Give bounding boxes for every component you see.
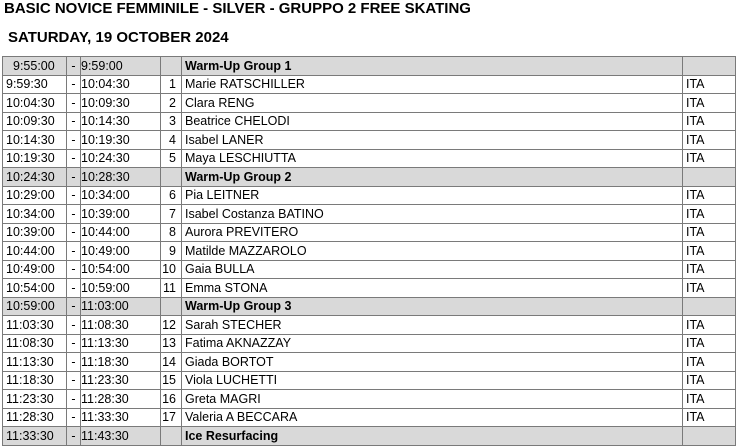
start-time: 10:04:30	[3, 94, 67, 113]
skater-name: Viola LUCHETTI	[182, 371, 683, 390]
time-separator: -	[67, 279, 81, 298]
start-time: 11:18:30	[3, 371, 67, 390]
end-time: 11:08:30	[81, 316, 161, 335]
schedule-body	[3, 57, 736, 446]
start-number: 16	[161, 390, 182, 409]
schedule-date: SATURDAY, 19 OCTOBER 2024	[8, 29, 229, 46]
start-number: 9	[161, 242, 182, 261]
skater-name: Gaia BULLA	[182, 260, 683, 279]
time-separator: -	[67, 168, 81, 187]
nation: ITA	[683, 353, 736, 372]
table-row	[3, 316, 736, 335]
start-number: 7	[161, 205, 182, 224]
start-number: 8	[161, 223, 182, 242]
start-number	[161, 57, 182, 76]
start-time: 11:23:30	[3, 390, 67, 409]
group-label: Warm-Up Group 1	[182, 57, 683, 76]
start-time: 9:55:00	[3, 57, 67, 76]
start-number: 1	[161, 75, 182, 94]
table-row	[3, 353, 736, 372]
start-time: 10:39:00	[3, 223, 67, 242]
table-row	[3, 260, 736, 279]
start-time: 9:59:30	[3, 75, 67, 94]
time-separator: -	[67, 427, 81, 446]
start-number	[161, 297, 182, 316]
time-separator: -	[67, 334, 81, 353]
group-label: Warm-Up Group 2	[182, 168, 683, 187]
end-time: 10:59:00	[81, 279, 161, 298]
start-number: 11	[161, 279, 182, 298]
skater-name: Greta MAGRI	[182, 390, 683, 409]
time-separator: -	[67, 260, 81, 279]
start-number	[161, 168, 182, 187]
nation: ITA	[683, 279, 736, 298]
start-number: 3	[161, 112, 182, 131]
nation: ITA	[683, 149, 736, 168]
end-time: 10:28:30	[81, 168, 161, 187]
schedule-table	[2, 56, 736, 446]
end-time: 10:49:00	[81, 242, 161, 261]
end-time: 11:33:30	[81, 408, 161, 427]
time-separator: -	[67, 297, 81, 316]
nation: ITA	[683, 316, 736, 335]
start-number: 13	[161, 334, 182, 353]
end-time: 10:14:30	[81, 112, 161, 131]
end-time: 11:03:00	[81, 297, 161, 316]
start-time: 11:13:30	[3, 353, 67, 372]
skater-name: Giada BORTOT	[182, 353, 683, 372]
group-row	[3, 427, 736, 446]
end-time: 9:59:00	[81, 57, 161, 76]
start-time: 11:33:30	[3, 427, 67, 446]
start-time: 11:28:30	[3, 408, 67, 427]
start-number: 2	[161, 94, 182, 113]
end-time: 10:24:30	[81, 149, 161, 168]
time-separator: -	[67, 242, 81, 261]
skater-name: Isabel LANER	[182, 131, 683, 150]
table-row	[3, 334, 736, 353]
time-separator: -	[67, 316, 81, 335]
end-time: 11:13:30	[81, 334, 161, 353]
nation: ITA	[683, 186, 736, 205]
table-row	[3, 149, 736, 168]
table-row	[3, 242, 736, 261]
end-time: 10:09:30	[81, 94, 161, 113]
end-time: 10:04:30	[81, 75, 161, 94]
start-number: 6	[161, 186, 182, 205]
end-time: 11:43:30	[81, 427, 161, 446]
nation: ITA	[683, 390, 736, 409]
time-separator: -	[67, 408, 81, 427]
group-label: Ice Resurfacing	[182, 427, 683, 446]
time-separator: -	[67, 205, 81, 224]
nation	[683, 57, 736, 76]
end-time: 11:23:30	[81, 371, 161, 390]
table-row	[3, 205, 736, 224]
table-row	[3, 279, 736, 298]
nation: ITA	[683, 242, 736, 261]
start-time: 10:29:00	[3, 186, 67, 205]
start-time: 10:54:00	[3, 279, 67, 298]
start-time: 11:03:30	[3, 316, 67, 335]
start-time: 11:08:30	[3, 334, 67, 353]
table-row	[3, 186, 736, 205]
time-separator: -	[67, 94, 81, 113]
end-time: 10:39:00	[81, 205, 161, 224]
skater-name: Fatima AKNAZZAY	[182, 334, 683, 353]
nation: ITA	[683, 223, 736, 242]
nation: ITA	[683, 260, 736, 279]
end-time: 11:28:30	[81, 390, 161, 409]
start-time: 10:49:00	[3, 260, 67, 279]
skater-name: Isabel Costanza BATINO	[182, 205, 683, 224]
start-time: 10:59:00	[3, 297, 67, 316]
nation	[683, 168, 736, 187]
start-number: 15	[161, 371, 182, 390]
start-number: 4	[161, 131, 182, 150]
start-time: 10:14:30	[3, 131, 67, 150]
time-separator: -	[67, 371, 81, 390]
skater-name: Sarah STECHER	[182, 316, 683, 335]
start-time: 10:34:00	[3, 205, 67, 224]
nation: ITA	[683, 112, 736, 131]
nation: ITA	[683, 75, 736, 94]
time-separator: -	[67, 223, 81, 242]
table-row	[3, 131, 736, 150]
start-number: 17	[161, 408, 182, 427]
time-separator: -	[67, 353, 81, 372]
table-row	[3, 390, 736, 409]
end-time: 10:54:00	[81, 260, 161, 279]
start-number: 5	[161, 149, 182, 168]
skater-name: Beatrice CHELODI	[182, 112, 683, 131]
group-row	[3, 57, 736, 76]
time-separator: -	[67, 75, 81, 94]
skater-name: Maya LESCHIUTTA	[182, 149, 683, 168]
start-time: 10:24:30	[3, 168, 67, 187]
end-time: 10:44:00	[81, 223, 161, 242]
start-time: 10:09:30	[3, 112, 67, 131]
group-row	[3, 297, 736, 316]
start-number: 14	[161, 353, 182, 372]
group-label: Warm-Up Group 3	[182, 297, 683, 316]
nation	[683, 297, 736, 316]
nation: ITA	[683, 131, 736, 150]
nation: ITA	[683, 334, 736, 353]
table-row	[3, 408, 736, 427]
skater-name: Marie RATSCHILLER	[182, 75, 683, 94]
schedule-title: BASIC NOVICE FEMMINILE - SILVER - GRUPPO 2 FREE SKATING	[4, 0, 471, 17]
time-separator: -	[67, 186, 81, 205]
table-row	[3, 75, 736, 94]
nation: ITA	[683, 371, 736, 390]
table-row	[3, 94, 736, 113]
time-separator: -	[67, 57, 81, 76]
time-separator: -	[67, 131, 81, 150]
skater-name: Clara RENG	[182, 94, 683, 113]
table-row	[3, 112, 736, 131]
time-separator: -	[67, 390, 81, 409]
skater-name: Emma STONA	[182, 279, 683, 298]
skater-name: Aurora PREVITERO	[182, 223, 683, 242]
skater-name: Pia LEITNER	[182, 186, 683, 205]
table-row	[3, 371, 736, 390]
time-separator: -	[67, 112, 81, 131]
nation: ITA	[683, 94, 736, 113]
nation: ITA	[683, 408, 736, 427]
nation	[683, 427, 736, 446]
end-time: 10:19:30	[81, 131, 161, 150]
time-separator: -	[67, 149, 81, 168]
group-row	[3, 168, 736, 187]
end-time: 11:18:30	[81, 353, 161, 372]
start-time: 10:19:30	[3, 149, 67, 168]
skater-name: Valeria A BECCARA	[182, 408, 683, 427]
skater-name: Matilde MAZZAROLO	[182, 242, 683, 261]
nation: ITA	[683, 205, 736, 224]
start-number: 10	[161, 260, 182, 279]
end-time: 10:34:00	[81, 186, 161, 205]
start-time: 10:44:00	[3, 242, 67, 261]
table-row	[3, 223, 736, 242]
start-number: 12	[161, 316, 182, 335]
start-number	[161, 427, 182, 446]
